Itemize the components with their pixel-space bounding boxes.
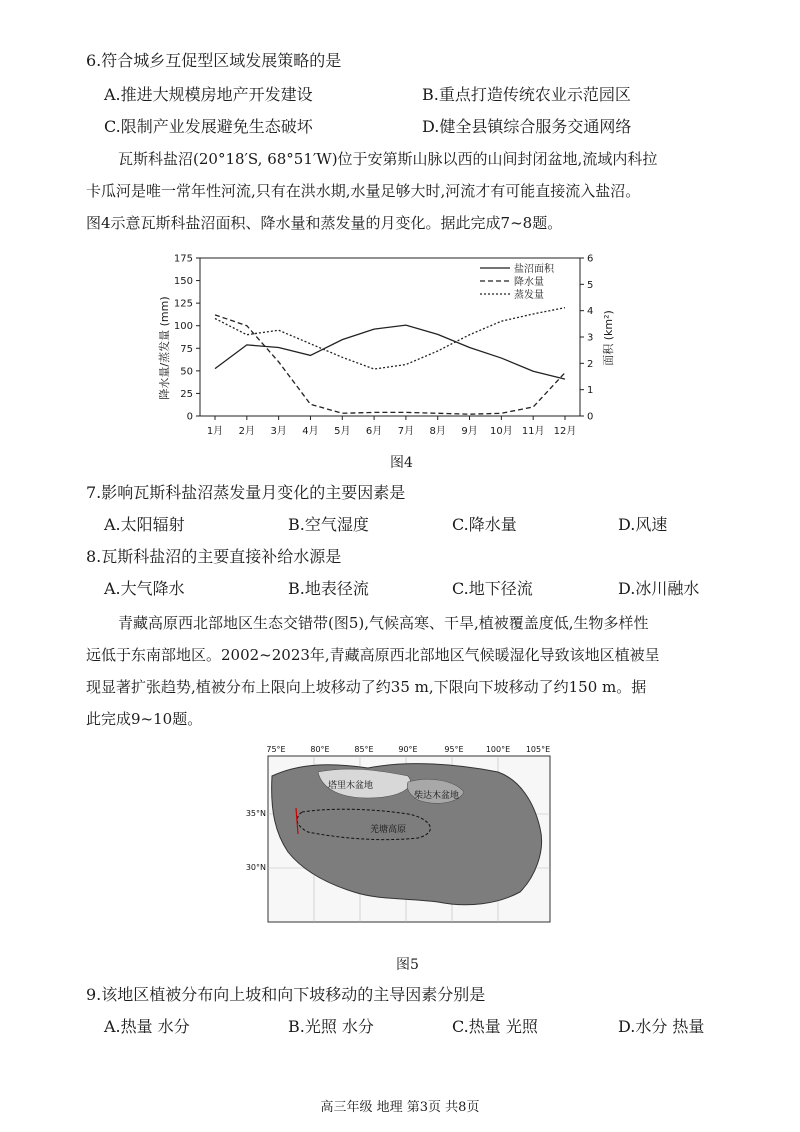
figure4-chart: [150, 238, 630, 458]
left-tick-label: 50: [180, 366, 193, 378]
chart-legend: [480, 262, 555, 301]
x-tick-label: 12月: [553, 426, 577, 437]
q6-stem: 6.符合城乡互促型区域发展策略的是: [86, 51, 342, 70]
legend-label: 盐沼面积: [514, 264, 554, 275]
x-tick-label: 5月: [334, 426, 351, 437]
place-label: 柴达木盆地: [414, 791, 460, 801]
left-tick-label: 125: [173, 298, 193, 310]
left-tick-label: 175: [173, 253, 193, 265]
longitude-label: 105°E: [525, 745, 551, 754]
page-footer: 高三年级 地理 第3页 共8页: [320, 1100, 480, 1115]
passage1-line: 瓦斯科盐沼(20°18′S, 68°51′W)位于安第斯山脉以西的山间封闭盆地,流域内科拉: [118, 150, 658, 168]
x-tick-label: 1月: [206, 426, 224, 437]
q9-option-c: C.热量 光照: [452, 1017, 538, 1036]
q9-stem: 9.该地区植被分布向上坡和向下坡移动的主导因素分别是: [86, 985, 486, 1004]
q8-option-a: A.大气降水: [104, 579, 185, 598]
q9-option-a: A.热量 水分: [104, 1017, 190, 1036]
q6-option-c: C.限制产业发展避免生态破坏: [104, 117, 313, 136]
right-tick-label: 6: [587, 253, 594, 265]
passage2-line: 青藏高原西北部地区生态交错带(图5),气候高寒、干旱,植被覆盖度低,生物多样性: [118, 614, 649, 632]
left-tick-label: 100: [173, 321, 193, 333]
legend-label: 蒸发量: [514, 290, 544, 301]
latitude-label: 35°N: [245, 809, 266, 818]
right-axis-label: 面积 (km²): [602, 310, 615, 366]
q8-option-d: D.冰川融水: [618, 579, 700, 598]
right-tick-label: 4: [587, 306, 594, 318]
figure5-map: [245, 742, 558, 924]
series-line-1: [215, 315, 565, 414]
q7-stem: 7.影响瓦斯科盐沼蒸发量月变化的主要因素是: [86, 483, 406, 502]
q8-option-b: B.地表径流: [288, 579, 369, 598]
x-tick-label: 8月: [429, 426, 446, 437]
series-line-0: [215, 325, 565, 379]
left-tick-label: 150: [173, 276, 193, 288]
passage2-line: 此完成9~10题。: [86, 710, 203, 728]
legend-label: 降水量: [514, 277, 544, 288]
longitude-label: 90°E: [398, 745, 418, 754]
longitude-label: 95°E: [444, 745, 464, 754]
q6-option-b: B.重点打造传统农业示范园区: [422, 85, 631, 104]
place-label: 羌塘高原: [370, 825, 407, 835]
x-tick-label: 2月: [238, 426, 256, 437]
q7-option-a: A.太阳辐射: [104, 515, 185, 534]
x-tick-label: 11月: [521, 426, 545, 437]
right-tick-label: 5: [587, 279, 594, 291]
x-tick-label: 7月: [397, 426, 415, 437]
longitude-label: 80°E: [310, 745, 330, 754]
q7-option-c: C.降水量: [452, 515, 517, 534]
q9-option-d: D.水分 热量: [618, 1017, 705, 1036]
series-line-2: [215, 308, 565, 369]
passage2-line: 现显著扩张趋势,植被分布上限向上坡移动了约35 m,下限向下坡移动了约150 m。据: [86, 678, 647, 696]
longitude-label: 100°E: [485, 745, 511, 754]
figure5-caption: 图5: [396, 957, 419, 973]
passage2-line: 远低于东南部地区。2002~2023年,青藏高原西北部地区气候暖湿化导致该地区植被呈: [86, 646, 660, 664]
longitude-label: 75°E: [266, 745, 286, 754]
q8-option-c: C.地下径流: [452, 579, 533, 598]
x-tick-label: 10月: [489, 426, 513, 437]
right-tick-label: 3: [587, 332, 594, 344]
q8-stem: 8.瓦斯科盐沼的主要直接补给水源是: [86, 547, 342, 566]
left-tick-label: 0: [186, 411, 193, 423]
passage1-line: 卡瓜河是唯一常年性河流,只有在洪水期,水量足够大时,河流才有可能直接流入盐沼。: [86, 182, 641, 200]
longitude-label: 85°E: [354, 745, 374, 754]
q7-option-d: D.风速: [618, 515, 668, 534]
x-tick-label: 6月: [365, 426, 383, 437]
left-tick-label: 75: [180, 343, 193, 355]
left-axis-label: 降水量/蒸发量 (mm): [158, 296, 171, 400]
x-tick-label: 4月: [302, 426, 319, 437]
left-tick-label: 25: [180, 388, 193, 400]
x-tick-label: 3月: [270, 426, 287, 437]
right-tick-label: 2: [587, 358, 594, 370]
q7-option-b: B.空气湿度: [288, 515, 369, 534]
x-tick-label: 9月: [461, 426, 478, 437]
passage1-line: 图4示意瓦斯科盐沼面积、降水量和蒸发量的月变化。据此完成7~8题。: [86, 214, 563, 232]
right-tick-label: 1: [587, 385, 594, 397]
place-label: 塔里木盆地: [328, 781, 374, 791]
figure4-caption: 图4: [390, 455, 413, 471]
q9-option-b: B.光照 水分: [288, 1017, 374, 1036]
right-tick-label: 0: [587, 411, 594, 423]
latitude-label: 30°N: [245, 863, 266, 872]
q6-option-d: D.健全县镇综合服务交通网络: [422, 117, 632, 136]
q6-option-a: A.推进大规模房地产开发建设: [104, 85, 313, 104]
